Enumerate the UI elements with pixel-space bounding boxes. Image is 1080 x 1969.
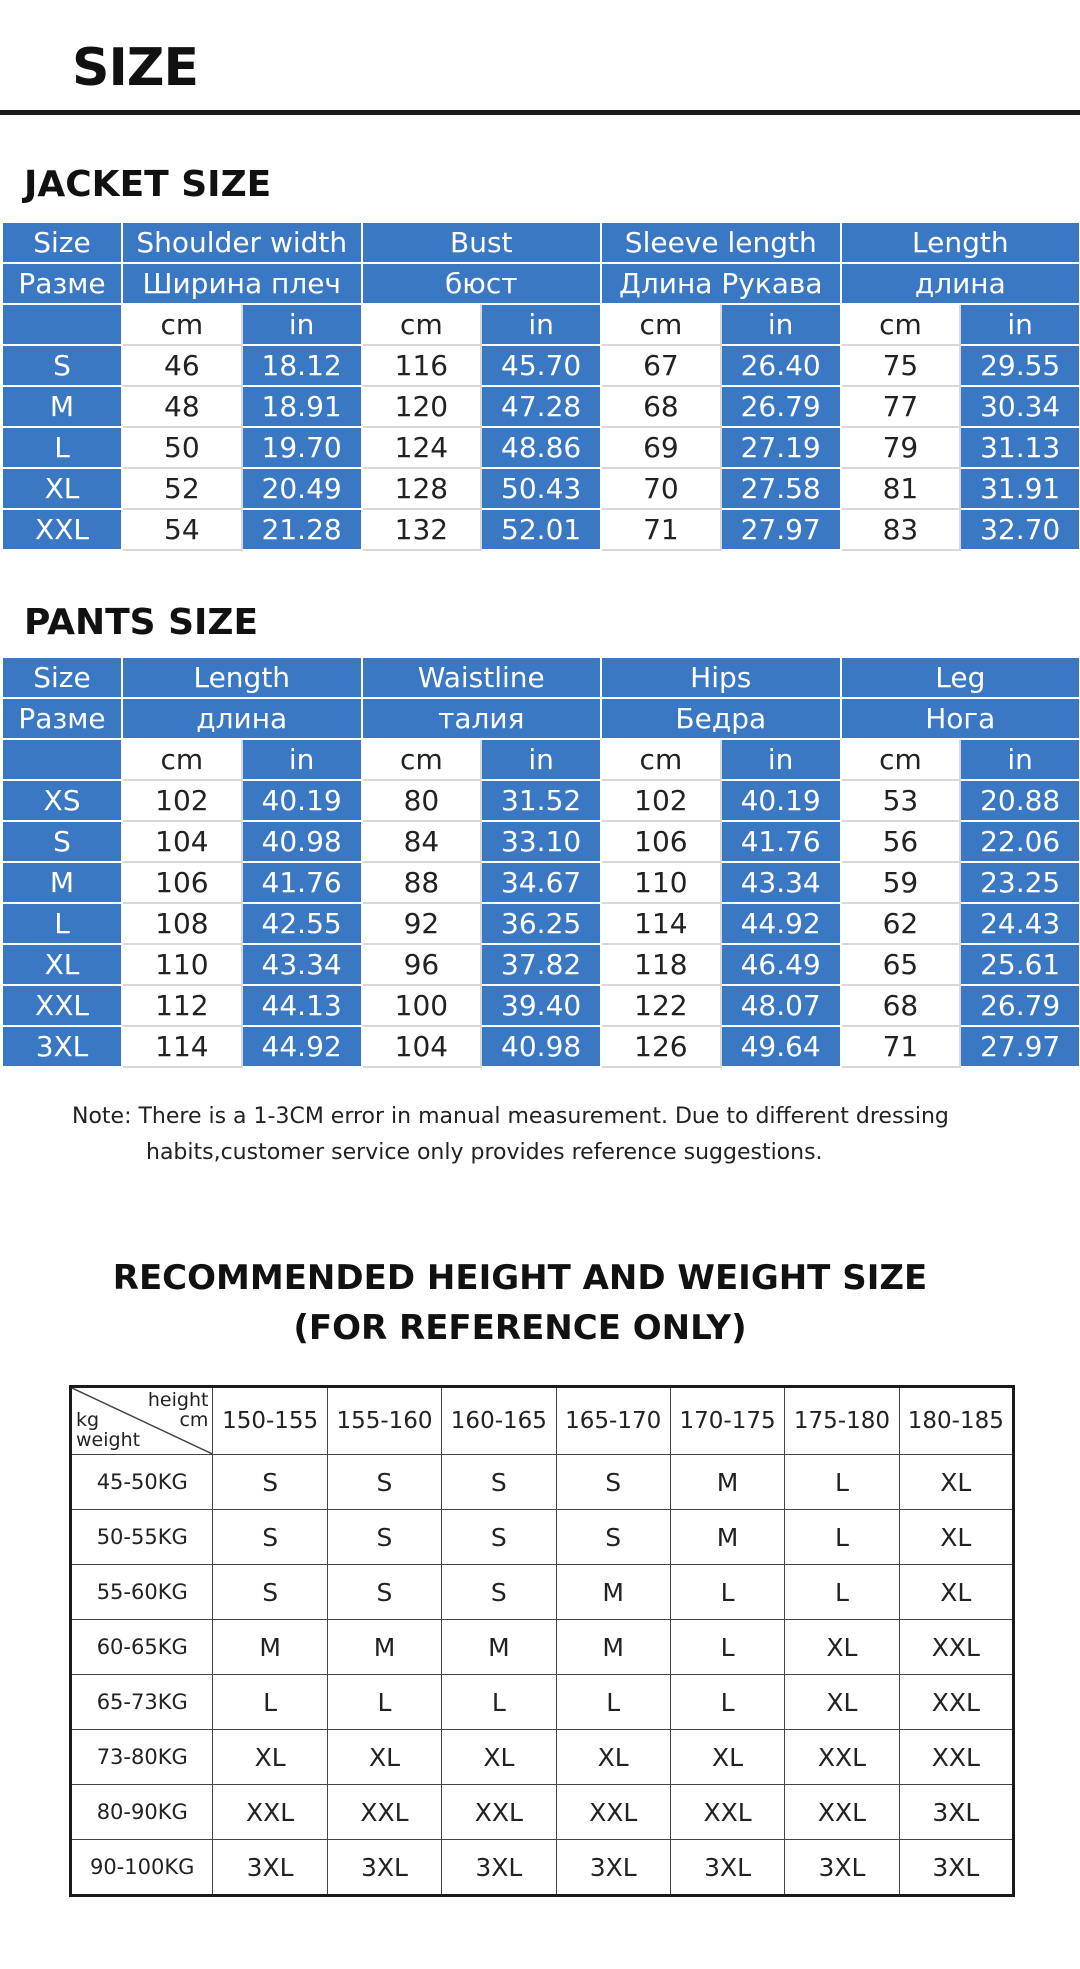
recommended-size-cell: S bbox=[213, 1455, 327, 1510]
recommended-size-cell: XXL bbox=[899, 1730, 1013, 1785]
cm-value-cell: 108 bbox=[122, 903, 242, 944]
unit-in: in bbox=[481, 739, 601, 780]
in-value-cell: 40.19 bbox=[242, 780, 362, 821]
column-header-ru: длина bbox=[122, 698, 362, 739]
height-range-header: 160-165 bbox=[442, 1387, 556, 1455]
cm-value-cell: 50 bbox=[122, 427, 242, 468]
column-header: Sleeve length bbox=[601, 222, 841, 263]
cm-value-cell: 79 bbox=[841, 427, 961, 468]
in-value-cell: 25.61 bbox=[960, 944, 1080, 985]
cm-value-cell: 53 bbox=[841, 780, 961, 821]
size-label-cell: XS bbox=[2, 780, 122, 821]
table-row bbox=[2, 427, 1080, 468]
recommended-size-cell: M bbox=[327, 1620, 441, 1675]
cm-value-cell: 65 bbox=[841, 944, 961, 985]
in-value-cell: 27.97 bbox=[721, 509, 841, 550]
cm-value-cell: 59 bbox=[841, 862, 961, 903]
corner-cell bbox=[71, 1387, 213, 1455]
in-value-cell: 18.12 bbox=[242, 345, 362, 386]
unit-cm: cm bbox=[362, 739, 482, 780]
height-range-header: 165-170 bbox=[556, 1387, 670, 1455]
cm-value-cell: 126 bbox=[601, 1026, 721, 1067]
column-header-ru: талия bbox=[362, 698, 602, 739]
unit-cm: cm bbox=[122, 304, 242, 345]
unit-row bbox=[2, 739, 1080, 780]
recommended-size-cell: S bbox=[556, 1510, 670, 1565]
cm-value-cell: 84 bbox=[362, 821, 482, 862]
cm-value-cell: 71 bbox=[841, 1026, 961, 1067]
in-value-cell: 36.25 bbox=[481, 903, 601, 944]
in-value-cell: 29.55 bbox=[960, 345, 1080, 386]
size-header-cell: Size bbox=[2, 657, 122, 698]
recommended-size-cell: L bbox=[670, 1620, 784, 1675]
table-row bbox=[2, 903, 1080, 944]
recommended-size-cell: S bbox=[327, 1510, 441, 1565]
table-row bbox=[2, 509, 1080, 550]
in-value-cell: 50.43 bbox=[481, 468, 601, 509]
table-row bbox=[2, 985, 1080, 1026]
in-value-cell: 27.97 bbox=[960, 1026, 1080, 1067]
weight-range-cell: 45-50KG bbox=[71, 1455, 213, 1510]
size-label-cell: L bbox=[2, 427, 122, 468]
recommended-size-cell: L bbox=[785, 1455, 899, 1510]
pants-size-title: PANTS SIZE bbox=[24, 602, 259, 643]
in-value-cell: 32.70 bbox=[960, 509, 1080, 550]
in-value-cell: 26.79 bbox=[960, 985, 1080, 1026]
cm-value-cell: 100 bbox=[362, 985, 482, 1026]
cm-value-cell: 112 bbox=[122, 985, 242, 1026]
column-header-ru: Бедра bbox=[601, 698, 841, 739]
size-label-cell: M bbox=[2, 862, 122, 903]
unit-cm: cm bbox=[601, 304, 721, 345]
cm-value-cell: 102 bbox=[601, 780, 721, 821]
size-label-cell: 3XL bbox=[2, 1026, 122, 1067]
size-label-cell: XXL bbox=[2, 509, 122, 550]
recommended-size-cell: XL bbox=[899, 1565, 1013, 1620]
in-value-cell: 40.19 bbox=[721, 780, 841, 821]
in-value-cell: 31.52 bbox=[481, 780, 601, 821]
cm-value-cell: 88 bbox=[362, 862, 482, 903]
corner-cm: cm bbox=[179, 1408, 209, 1431]
page-title: SIZE bbox=[72, 38, 199, 98]
recommended-size-cell: S bbox=[213, 1510, 327, 1565]
in-value-cell: 52.01 bbox=[481, 509, 601, 550]
cm-value-cell: 77 bbox=[841, 386, 961, 427]
recommended-size-cell: XXL bbox=[670, 1785, 784, 1840]
size-header-cell-ru: Разме bbox=[2, 263, 122, 304]
table-row bbox=[71, 1675, 1014, 1730]
in-value-cell: 43.34 bbox=[242, 944, 362, 985]
cm-value-cell: 124 bbox=[362, 427, 482, 468]
recommended-size-cell: S bbox=[327, 1455, 441, 1510]
recommended-size-cell: L bbox=[785, 1510, 899, 1565]
column-header: Bust bbox=[362, 222, 602, 263]
unit-cm: cm bbox=[362, 304, 482, 345]
unit-cm: cm bbox=[841, 304, 961, 345]
cm-value-cell: 54 bbox=[122, 509, 242, 550]
size-label-cell: XL bbox=[2, 468, 122, 509]
cm-value-cell: 110 bbox=[122, 944, 242, 985]
in-value-cell: 48.07 bbox=[721, 985, 841, 1026]
height-range-header: 170-175 bbox=[670, 1387, 784, 1455]
jacket-size-title: JACKET SIZE bbox=[24, 164, 272, 205]
weight-range-cell: 90-100KG bbox=[71, 1840, 213, 1896]
cm-value-cell: 81 bbox=[841, 468, 961, 509]
unit-in: in bbox=[721, 739, 841, 780]
recommended-size-cell: M bbox=[556, 1565, 670, 1620]
cm-value-cell: 118 bbox=[601, 944, 721, 985]
table-row bbox=[71, 1730, 1014, 1785]
recommended-size-cell: XL bbox=[670, 1730, 784, 1785]
in-value-cell: 27.58 bbox=[721, 468, 841, 509]
recommended-size-cell: M bbox=[213, 1620, 327, 1675]
recommended-size-cell: M bbox=[670, 1510, 784, 1565]
table-row bbox=[2, 944, 1080, 985]
recommended-size-cell: 3XL bbox=[442, 1840, 556, 1896]
recommended-size-cell: XXL bbox=[785, 1785, 899, 1840]
in-value-cell: 27.19 bbox=[721, 427, 841, 468]
column-header-ru: Ширина плеч bbox=[122, 263, 362, 304]
in-value-cell: 21.28 bbox=[242, 509, 362, 550]
recommended-size-cell: XL bbox=[442, 1730, 556, 1785]
in-value-cell: 46.49 bbox=[721, 944, 841, 985]
recommended-size-cell: XL bbox=[899, 1510, 1013, 1565]
in-value-cell: 34.67 bbox=[481, 862, 601, 903]
recommended-size-cell: S bbox=[442, 1565, 556, 1620]
corner-kg: kg bbox=[76, 1409, 100, 1432]
weight-range-cell: 50-55KG bbox=[71, 1510, 213, 1565]
column-header-ru: Длина Рукава bbox=[601, 263, 841, 304]
in-value-cell: 20.88 bbox=[960, 780, 1080, 821]
cm-value-cell: 116 bbox=[362, 345, 482, 386]
cm-value-cell: 106 bbox=[122, 862, 242, 903]
corner-weight: weight bbox=[76, 1429, 141, 1452]
cm-value-cell: 69 bbox=[601, 427, 721, 468]
table-row bbox=[2, 345, 1080, 386]
recommended-size-cell: L bbox=[442, 1675, 556, 1730]
recommended-size-cell: XL bbox=[556, 1730, 670, 1785]
column-header-ru: Нога bbox=[841, 698, 1080, 739]
size-header-cell: Size bbox=[2, 222, 122, 263]
table-row bbox=[71, 1455, 1014, 1510]
column-header-ru: длина bbox=[841, 263, 1080, 304]
measurement-note bbox=[72, 1099, 1022, 1171]
cm-value-cell: 110 bbox=[601, 862, 721, 903]
weight-range-cell: 65-73KG bbox=[71, 1675, 213, 1730]
header-row-ru bbox=[2, 698, 1080, 739]
column-header: Shoulder width bbox=[122, 222, 362, 263]
cm-value-cell: 67 bbox=[601, 345, 721, 386]
size-label-cell: M bbox=[2, 386, 122, 427]
recommended-size-cell: L bbox=[556, 1675, 670, 1730]
recommended-size-cell: L bbox=[670, 1565, 784, 1620]
in-value-cell: 22.06 bbox=[960, 821, 1080, 862]
cm-value-cell: 92 bbox=[362, 903, 482, 944]
weight-range-cell: 73-80KG bbox=[71, 1730, 213, 1785]
height-range-header: 150-155 bbox=[213, 1387, 327, 1455]
table-row bbox=[71, 1840, 1014, 1896]
cm-value-cell: 104 bbox=[362, 1026, 482, 1067]
size-header bbox=[0, 0, 1080, 115]
column-header: Hips bbox=[601, 657, 841, 698]
in-value-cell: 40.98 bbox=[481, 1026, 601, 1067]
cm-value-cell: 68 bbox=[841, 985, 961, 1026]
unit-in: in bbox=[960, 739, 1080, 780]
header-row-en bbox=[2, 222, 1080, 263]
cm-value-cell: 68 bbox=[601, 386, 721, 427]
recommended-size-cell: S bbox=[442, 1455, 556, 1510]
column-header: Waistline bbox=[362, 657, 602, 698]
weight-range-cell: 80-90KG bbox=[71, 1785, 213, 1840]
recommended-size-cell: XXL bbox=[899, 1620, 1013, 1675]
size-label-cell: S bbox=[2, 345, 122, 386]
height-range-header: 180-185 bbox=[899, 1387, 1013, 1455]
cm-value-cell: 120 bbox=[362, 386, 482, 427]
cm-value-cell: 122 bbox=[601, 985, 721, 1026]
recommended-size-cell: S bbox=[213, 1565, 327, 1620]
table-row bbox=[71, 1565, 1014, 1620]
size-header-cell-ru: Разме bbox=[2, 698, 122, 739]
in-value-cell: 30.34 bbox=[960, 386, 1080, 427]
corner-weight-label bbox=[76, 1411, 140, 1451]
recommended-size-cell: XL bbox=[213, 1730, 327, 1785]
recommended-size-cell: S bbox=[442, 1510, 556, 1565]
note-line-2: habits,customer service only provides reference suggestions. bbox=[146, 1140, 823, 1165]
cm-value-cell: 83 bbox=[841, 509, 961, 550]
in-value-cell: 26.79 bbox=[721, 386, 841, 427]
cm-value-cell: 62 bbox=[841, 903, 961, 944]
recommended-size-cell: XL bbox=[785, 1620, 899, 1675]
column-header: Length bbox=[122, 657, 362, 698]
cm-value-cell: 104 bbox=[122, 821, 242, 862]
table-row bbox=[2, 468, 1080, 509]
in-value-cell: 48.86 bbox=[481, 427, 601, 468]
table-row bbox=[2, 1026, 1080, 1067]
unit-cm: cm bbox=[122, 739, 242, 780]
header-row-en bbox=[2, 657, 1080, 698]
cm-value-cell: 114 bbox=[601, 903, 721, 944]
in-value-cell: 24.43 bbox=[960, 903, 1080, 944]
in-value-cell: 40.98 bbox=[242, 821, 362, 862]
in-value-cell: 41.76 bbox=[242, 862, 362, 903]
cm-value-cell: 46 bbox=[122, 345, 242, 386]
in-value-cell: 23.25 bbox=[960, 862, 1080, 903]
recommend-title: RECOMMENDED HEIGHT AND WEIGHT SIZE bbox=[112, 1258, 928, 1298]
height-weight-table bbox=[69, 1385, 1015, 1897]
table-row bbox=[71, 1620, 1014, 1675]
recommended-size-cell: 3XL bbox=[670, 1840, 784, 1896]
in-value-cell: 39.40 bbox=[481, 985, 601, 1026]
height-range-header: 155-160 bbox=[327, 1387, 441, 1455]
column-header: Leg bbox=[841, 657, 1080, 698]
unit-blank-cell bbox=[2, 304, 122, 345]
in-value-cell: 44.13 bbox=[242, 985, 362, 1026]
cm-value-cell: 80 bbox=[362, 780, 482, 821]
height-range-header: 175-180 bbox=[785, 1387, 899, 1455]
recommended-size-cell: L bbox=[670, 1675, 784, 1730]
note-line-1: Note: There is a 1-3CM error in manual measurement. Due to different dressing bbox=[72, 1104, 949, 1129]
unit-row bbox=[2, 304, 1080, 345]
table-row bbox=[2, 780, 1080, 821]
in-value-cell: 42.55 bbox=[242, 903, 362, 944]
recommended-size-cell: XXL bbox=[785, 1730, 899, 1785]
header-row-ru bbox=[2, 263, 1080, 304]
recommended-size-cell: L bbox=[213, 1675, 327, 1730]
recommended-size-cell: L bbox=[327, 1675, 441, 1730]
cm-value-cell: 102 bbox=[122, 780, 242, 821]
recommended-size-cell: XL bbox=[785, 1675, 899, 1730]
cm-value-cell: 96 bbox=[362, 944, 482, 985]
cm-value-cell: 114 bbox=[122, 1026, 242, 1067]
in-value-cell: 33.10 bbox=[481, 821, 601, 862]
recommended-size-cell: 3XL bbox=[213, 1840, 327, 1896]
table-row bbox=[2, 386, 1080, 427]
recommended-size-cell: M bbox=[442, 1620, 556, 1675]
recommended-size-cell: XXL bbox=[213, 1785, 327, 1840]
recommended-size-cell: XXL bbox=[442, 1785, 556, 1840]
cm-value-cell: 128 bbox=[362, 468, 482, 509]
cm-value-cell: 70 bbox=[601, 468, 721, 509]
weight-range-cell: 60-65KG bbox=[71, 1620, 213, 1675]
unit-cm: cm bbox=[841, 739, 961, 780]
unit-in: in bbox=[242, 739, 362, 780]
cm-value-cell: 132 bbox=[362, 509, 482, 550]
in-value-cell: 43.34 bbox=[721, 862, 841, 903]
in-value-cell: 45.70 bbox=[481, 345, 601, 386]
in-value-cell: 18.91 bbox=[242, 386, 362, 427]
in-value-cell: 37.82 bbox=[481, 944, 601, 985]
unit-in: in bbox=[242, 304, 362, 345]
table-row bbox=[2, 821, 1080, 862]
unit-in: in bbox=[721, 304, 841, 345]
corner-height: height bbox=[147, 1389, 209, 1411]
in-value-cell: 47.28 bbox=[481, 386, 601, 427]
size-label-cell: XXL bbox=[2, 985, 122, 1026]
corner-height-label bbox=[148, 1391, 209, 1431]
table-row bbox=[71, 1785, 1014, 1840]
in-value-cell: 44.92 bbox=[242, 1026, 362, 1067]
recommend-subtitle: (FOR REFERENCE ONLY) bbox=[293, 1308, 747, 1348]
in-value-cell: 31.91 bbox=[960, 468, 1080, 509]
unit-in: in bbox=[960, 304, 1080, 345]
column-header-ru: бюст bbox=[362, 263, 602, 304]
recommended-size-cell: 3XL bbox=[899, 1785, 1013, 1840]
unit-in: in bbox=[481, 304, 601, 345]
unit-cm: cm bbox=[601, 739, 721, 780]
table-row bbox=[71, 1510, 1014, 1565]
cm-value-cell: 56 bbox=[841, 821, 961, 862]
recommended-size-cell: 3XL bbox=[785, 1840, 899, 1896]
in-value-cell: 19.70 bbox=[242, 427, 362, 468]
rec-header-row bbox=[71, 1387, 1014, 1455]
recommended-size-cell: XXL bbox=[327, 1785, 441, 1840]
recommended-size-cell: S bbox=[327, 1565, 441, 1620]
cm-value-cell: 48 bbox=[122, 386, 242, 427]
recommended-size-cell: M bbox=[670, 1455, 784, 1510]
recommended-size-cell: XL bbox=[899, 1455, 1013, 1510]
recommended-size-cell: M bbox=[556, 1620, 670, 1675]
recommended-size-cell: XXL bbox=[556, 1785, 670, 1840]
weight-range-cell: 55-60KG bbox=[71, 1565, 213, 1620]
size-label-cell: L bbox=[2, 903, 122, 944]
in-value-cell: 44.92 bbox=[721, 903, 841, 944]
recommended-size-cell: XL bbox=[327, 1730, 441, 1785]
in-value-cell: 26.40 bbox=[721, 345, 841, 386]
table-row bbox=[2, 862, 1080, 903]
in-value-cell: 31.13 bbox=[960, 427, 1080, 468]
unit-blank-cell bbox=[2, 739, 122, 780]
cm-value-cell: 75 bbox=[841, 345, 961, 386]
jacket-size-table bbox=[1, 221, 1080, 551]
pants-size-table bbox=[1, 656, 1080, 1068]
recommended-size-cell: XXL bbox=[899, 1675, 1013, 1730]
cm-value-cell: 52 bbox=[122, 468, 242, 509]
column-header: Length bbox=[841, 222, 1080, 263]
cm-value-cell: 71 bbox=[601, 509, 721, 550]
in-value-cell: 20.49 bbox=[242, 468, 362, 509]
in-value-cell: 49.64 bbox=[721, 1026, 841, 1067]
recommended-size-cell: 3XL bbox=[556, 1840, 670, 1896]
size-label-cell: XL bbox=[2, 944, 122, 985]
in-value-cell: 41.76 bbox=[721, 821, 841, 862]
cm-value-cell: 106 bbox=[601, 821, 721, 862]
recommended-size-cell: 3XL bbox=[899, 1840, 1013, 1896]
size-label-cell: S bbox=[2, 821, 122, 862]
recommended-size-cell: L bbox=[785, 1565, 899, 1620]
recommended-size-cell: 3XL bbox=[327, 1840, 441, 1896]
recommended-size-cell: S bbox=[556, 1455, 670, 1510]
